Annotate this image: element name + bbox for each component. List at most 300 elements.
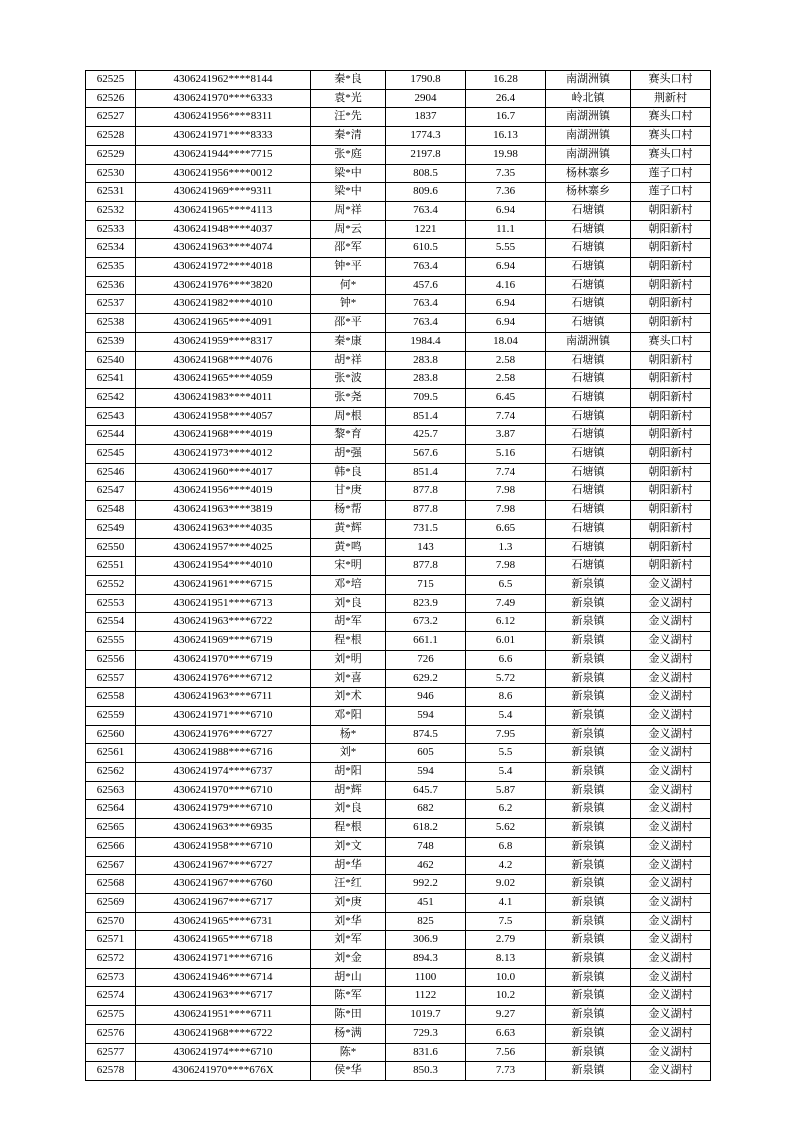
cell-name: 刘*良 bbox=[311, 800, 386, 819]
table-row bbox=[86, 1062, 711, 1081]
cell-id-number: 4306241963****6935 bbox=[136, 819, 311, 838]
cell-amount: 877.8 bbox=[386, 482, 466, 501]
cell-amount: 1774.3 bbox=[386, 127, 466, 146]
table-row bbox=[86, 688, 711, 707]
cell-serial: 62556 bbox=[86, 650, 136, 669]
cell-rate: 2.79 bbox=[466, 931, 546, 950]
cell-town: 石塘镇 bbox=[546, 407, 631, 426]
cell-serial: 62528 bbox=[86, 127, 136, 146]
cell-id-number: 4306241963****4074 bbox=[136, 239, 311, 258]
cell-rate: 8.13 bbox=[466, 950, 546, 969]
cell-town: 新泉镇 bbox=[546, 931, 631, 950]
cell-name: 刘*金 bbox=[311, 950, 386, 969]
table-row bbox=[86, 407, 711, 426]
table-row bbox=[86, 332, 711, 351]
table-row bbox=[86, 856, 711, 875]
cell-name: 汪*先 bbox=[311, 108, 386, 127]
cell-name: 钟*平 bbox=[311, 258, 386, 277]
table-row bbox=[86, 669, 711, 688]
cell-id-number: 4306241965****4059 bbox=[136, 370, 311, 389]
cell-rate: 7.98 bbox=[466, 501, 546, 520]
cell-name: 胡*山 bbox=[311, 968, 386, 987]
cell-village: 金义湖村 bbox=[631, 594, 711, 613]
cell-village: 金义湖村 bbox=[631, 800, 711, 819]
cell-name: 刘*庚 bbox=[311, 893, 386, 912]
cell-rate: 6.63 bbox=[466, 1024, 546, 1043]
cell-amount: 645.7 bbox=[386, 781, 466, 800]
cell-serial: 62559 bbox=[86, 706, 136, 725]
cell-id-number: 4306241971****6716 bbox=[136, 950, 311, 969]
cell-town: 新泉镇 bbox=[546, 669, 631, 688]
cell-serial: 62539 bbox=[86, 332, 136, 351]
cell-id-number: 4306241963****3819 bbox=[136, 501, 311, 520]
cell-rate: 8.6 bbox=[466, 688, 546, 707]
cell-town: 石塘镇 bbox=[546, 220, 631, 239]
table-row bbox=[86, 426, 711, 445]
cell-name: 秦*清 bbox=[311, 127, 386, 146]
cell-village: 金义湖村 bbox=[631, 706, 711, 725]
cell-village: 朝阳新村 bbox=[631, 201, 711, 220]
cell-serial: 62571 bbox=[86, 931, 136, 950]
cell-serial: 62543 bbox=[86, 407, 136, 426]
cell-id-number: 4306241948****4037 bbox=[136, 220, 311, 239]
table-row bbox=[86, 781, 711, 800]
table-row bbox=[86, 875, 711, 894]
cell-village: 金义湖村 bbox=[631, 819, 711, 838]
cell-town: 南湖洲镇 bbox=[546, 145, 631, 164]
table-row bbox=[86, 800, 711, 819]
cell-name: 黎*育 bbox=[311, 426, 386, 445]
cell-id-number: 4306241963****6717 bbox=[136, 987, 311, 1006]
cell-id-number: 4306241944****7715 bbox=[136, 145, 311, 164]
cell-id-number: 4306241965****6718 bbox=[136, 931, 311, 950]
cell-serial: 62576 bbox=[86, 1024, 136, 1043]
table-row bbox=[86, 463, 711, 482]
cell-id-number: 4306241960****4017 bbox=[136, 463, 311, 482]
cell-serial: 62574 bbox=[86, 987, 136, 1006]
cell-town: 新泉镇 bbox=[546, 987, 631, 1006]
cell-village: 金义湖村 bbox=[631, 893, 711, 912]
cell-serial: 62538 bbox=[86, 314, 136, 333]
cell-serial: 62558 bbox=[86, 688, 136, 707]
cell-name: 汪*红 bbox=[311, 875, 386, 894]
cell-village: 莲子口村 bbox=[631, 164, 711, 183]
cell-village: 金义湖村 bbox=[631, 688, 711, 707]
cell-village: 金义湖村 bbox=[631, 856, 711, 875]
cell-serial: 62550 bbox=[86, 538, 136, 557]
cell-serial: 62565 bbox=[86, 819, 136, 838]
cell-serial: 62536 bbox=[86, 276, 136, 295]
table-row bbox=[86, 276, 711, 295]
cell-name: 杨* bbox=[311, 725, 386, 744]
cell-town: 新泉镇 bbox=[546, 725, 631, 744]
table-row bbox=[86, 127, 711, 146]
table-row bbox=[86, 1043, 711, 1062]
cell-village: 赛头口村 bbox=[631, 145, 711, 164]
cell-village: 赛头口村 bbox=[631, 71, 711, 90]
table-row bbox=[86, 912, 711, 931]
table-row bbox=[86, 445, 711, 464]
cell-rate: 7.35 bbox=[466, 164, 546, 183]
table-row bbox=[86, 295, 711, 314]
cell-serial: 62549 bbox=[86, 519, 136, 538]
cell-serial: 62577 bbox=[86, 1043, 136, 1062]
cell-id-number: 4306241973****4012 bbox=[136, 445, 311, 464]
cell-town: 新泉镇 bbox=[546, 688, 631, 707]
cell-amount: 682 bbox=[386, 800, 466, 819]
cell-rate: 7.73 bbox=[466, 1062, 546, 1081]
table-row bbox=[86, 519, 711, 538]
cell-town: 新泉镇 bbox=[546, 594, 631, 613]
cell-village: 金义湖村 bbox=[631, 912, 711, 931]
cell-serial: 62546 bbox=[86, 463, 136, 482]
cell-name: 袁*光 bbox=[311, 89, 386, 108]
table-row bbox=[86, 258, 711, 277]
cell-amount: 809.6 bbox=[386, 183, 466, 202]
cell-serial: 62540 bbox=[86, 351, 136, 370]
cell-rate: 6.2 bbox=[466, 800, 546, 819]
cell-village: 朝阳新村 bbox=[631, 501, 711, 520]
cell-village: 金义湖村 bbox=[631, 875, 711, 894]
cell-serial: 62526 bbox=[86, 89, 136, 108]
table-row bbox=[86, 725, 711, 744]
cell-rate: 18.04 bbox=[466, 332, 546, 351]
cell-serial: 62531 bbox=[86, 183, 136, 202]
cell-amount: 894.3 bbox=[386, 950, 466, 969]
cell-serial: 62547 bbox=[86, 482, 136, 501]
table-row bbox=[86, 501, 711, 520]
cell-village: 莲子口村 bbox=[631, 183, 711, 202]
cell-name: 胡*华 bbox=[311, 856, 386, 875]
cell-town: 岭北镇 bbox=[546, 89, 631, 108]
table-row bbox=[86, 632, 711, 651]
table-row bbox=[86, 819, 711, 838]
cell-name: 周*根 bbox=[311, 407, 386, 426]
cell-id-number: 4306241957****4025 bbox=[136, 538, 311, 557]
cell-serial: 62566 bbox=[86, 837, 136, 856]
cell-amount: 143 bbox=[386, 538, 466, 557]
cell-town: 石塘镇 bbox=[546, 501, 631, 520]
cell-amount: 763.4 bbox=[386, 258, 466, 277]
cell-rate: 7.74 bbox=[466, 463, 546, 482]
cell-village: 金义湖村 bbox=[631, 1062, 711, 1081]
cell-name: 张*尧 bbox=[311, 388, 386, 407]
cell-rate: 7.95 bbox=[466, 725, 546, 744]
cell-village: 金义湖村 bbox=[631, 725, 711, 744]
cell-town: 新泉镇 bbox=[546, 893, 631, 912]
cell-id-number: 4306241971****8333 bbox=[136, 127, 311, 146]
cell-village: 金义湖村 bbox=[631, 575, 711, 594]
cell-amount: 1984.4 bbox=[386, 332, 466, 351]
table-row bbox=[86, 931, 711, 950]
cell-town: 新泉镇 bbox=[546, 819, 631, 838]
cell-amount: 594 bbox=[386, 763, 466, 782]
cell-town: 南湖洲镇 bbox=[546, 127, 631, 146]
cell-rate: 7.98 bbox=[466, 557, 546, 576]
cell-town: 新泉镇 bbox=[546, 763, 631, 782]
cell-town: 南湖洲镇 bbox=[546, 71, 631, 90]
cell-amount: 1837 bbox=[386, 108, 466, 127]
cell-id-number: 4306241963****6711 bbox=[136, 688, 311, 707]
table-row bbox=[86, 594, 711, 613]
cell-name: 钟* bbox=[311, 295, 386, 314]
cell-id-number: 4306241958****4057 bbox=[136, 407, 311, 426]
cell-rate: 7.74 bbox=[466, 407, 546, 426]
cell-name: 黄*辉 bbox=[311, 519, 386, 538]
cell-village: 荆新村 bbox=[631, 89, 711, 108]
cell-id-number: 4306241965****4091 bbox=[136, 314, 311, 333]
cell-serial: 62555 bbox=[86, 632, 136, 651]
cell-village: 朝阳新村 bbox=[631, 407, 711, 426]
cell-id-number: 4306241979****6710 bbox=[136, 800, 311, 819]
cell-amount: 946 bbox=[386, 688, 466, 707]
cell-amount: 283.8 bbox=[386, 351, 466, 370]
table-row bbox=[86, 763, 711, 782]
cell-rate: 7.98 bbox=[466, 482, 546, 501]
cell-rate: 6.94 bbox=[466, 201, 546, 220]
cell-serial: 62529 bbox=[86, 145, 136, 164]
cell-village: 金义湖村 bbox=[631, 781, 711, 800]
cell-name: 刘*明 bbox=[311, 650, 386, 669]
cell-village: 朝阳新村 bbox=[631, 370, 711, 389]
cell-name: 刘*术 bbox=[311, 688, 386, 707]
cell-amount: 831.6 bbox=[386, 1043, 466, 1062]
table-row bbox=[86, 89, 711, 108]
cell-village: 金义湖村 bbox=[631, 837, 711, 856]
cell-rate: 2.58 bbox=[466, 370, 546, 389]
cell-town: 新泉镇 bbox=[546, 575, 631, 594]
cell-serial: 62573 bbox=[86, 968, 136, 987]
cell-amount: 715 bbox=[386, 575, 466, 594]
cell-village: 金义湖村 bbox=[631, 613, 711, 632]
cell-serial: 62535 bbox=[86, 258, 136, 277]
cell-serial: 62572 bbox=[86, 950, 136, 969]
cell-id-number: 4306241976****6727 bbox=[136, 725, 311, 744]
cell-name: 黄*鸣 bbox=[311, 538, 386, 557]
cell-village: 金义湖村 bbox=[631, 987, 711, 1006]
cell-id-number: 4306241988****6716 bbox=[136, 744, 311, 763]
records-table bbox=[85, 70, 711, 1081]
cell-name: 程*根 bbox=[311, 632, 386, 651]
cell-rate: 6.94 bbox=[466, 314, 546, 333]
cell-id-number: 4306241968****6722 bbox=[136, 1024, 311, 1043]
table-row bbox=[86, 893, 711, 912]
cell-village: 朝阳新村 bbox=[631, 295, 711, 314]
cell-rate: 6.01 bbox=[466, 632, 546, 651]
cell-serial: 62525 bbox=[86, 71, 136, 90]
cell-id-number: 4306241969****6719 bbox=[136, 632, 311, 651]
cell-serial: 62561 bbox=[86, 744, 136, 763]
cell-amount: 457.6 bbox=[386, 276, 466, 295]
cell-rate: 2.58 bbox=[466, 351, 546, 370]
table-row bbox=[86, 370, 711, 389]
cell-village: 朝阳新村 bbox=[631, 220, 711, 239]
cell-name: 刘*军 bbox=[311, 931, 386, 950]
cell-amount: 1122 bbox=[386, 987, 466, 1006]
cell-town: 石塘镇 bbox=[546, 370, 631, 389]
table-row bbox=[86, 706, 711, 725]
cell-serial: 62544 bbox=[86, 426, 136, 445]
cell-amount: 1790.8 bbox=[386, 71, 466, 90]
cell-amount: 673.2 bbox=[386, 613, 466, 632]
cell-town: 石塘镇 bbox=[546, 276, 631, 295]
cell-village: 朝阳新村 bbox=[631, 482, 711, 501]
cell-serial: 62542 bbox=[86, 388, 136, 407]
cell-id-number: 4306241965****4113 bbox=[136, 201, 311, 220]
cell-name: 邵*平 bbox=[311, 314, 386, 333]
cell-amount: 850.3 bbox=[386, 1062, 466, 1081]
cell-rate: 6.12 bbox=[466, 613, 546, 632]
cell-village: 朝阳新村 bbox=[631, 314, 711, 333]
cell-serial: 62552 bbox=[86, 575, 136, 594]
cell-amount: 462 bbox=[386, 856, 466, 875]
cell-name: 韩*良 bbox=[311, 463, 386, 482]
cell-amount: 425.7 bbox=[386, 426, 466, 445]
cell-id-number: 4306241967****6727 bbox=[136, 856, 311, 875]
cell-id-number: 4306241967****6717 bbox=[136, 893, 311, 912]
cell-rate: 4.1 bbox=[466, 893, 546, 912]
cell-id-number: 4306241951****6713 bbox=[136, 594, 311, 613]
cell-amount: 851.4 bbox=[386, 463, 466, 482]
cell-name: 刘*文 bbox=[311, 837, 386, 856]
cell-amount: 874.5 bbox=[386, 725, 466, 744]
cell-serial: 62541 bbox=[86, 370, 136, 389]
cell-town: 新泉镇 bbox=[546, 613, 631, 632]
cell-serial: 62534 bbox=[86, 239, 136, 258]
cell-rate: 10.0 bbox=[466, 968, 546, 987]
table-row bbox=[86, 744, 711, 763]
cell-id-number: 4306241958****6710 bbox=[136, 837, 311, 856]
cell-rate: 5.55 bbox=[466, 239, 546, 258]
cell-id-number: 4306241962****8144 bbox=[136, 71, 311, 90]
cell-name: 程*根 bbox=[311, 819, 386, 838]
cell-id-number: 4306241961****6715 bbox=[136, 575, 311, 594]
cell-village: 金义湖村 bbox=[631, 1006, 711, 1025]
cell-serial: 62554 bbox=[86, 613, 136, 632]
cell-rate: 9.02 bbox=[466, 875, 546, 894]
cell-amount: 763.4 bbox=[386, 314, 466, 333]
cell-serial: 62532 bbox=[86, 201, 136, 220]
cell-id-number: 4306241976****6712 bbox=[136, 669, 311, 688]
cell-village: 赛头口村 bbox=[631, 127, 711, 146]
cell-amount: 748 bbox=[386, 837, 466, 856]
cell-amount: 877.8 bbox=[386, 501, 466, 520]
table-row bbox=[86, 1024, 711, 1043]
cell-amount: 618.2 bbox=[386, 819, 466, 838]
cell-name: 侯*华 bbox=[311, 1062, 386, 1081]
cell-town: 新泉镇 bbox=[546, 632, 631, 651]
cell-amount: 726 bbox=[386, 650, 466, 669]
cell-town: 新泉镇 bbox=[546, 1062, 631, 1081]
cell-rate: 4.16 bbox=[466, 276, 546, 295]
cell-town: 杨林寨乡 bbox=[546, 164, 631, 183]
cell-serial: 62533 bbox=[86, 220, 136, 239]
cell-serial: 62564 bbox=[86, 800, 136, 819]
cell-village: 朝阳新村 bbox=[631, 351, 711, 370]
cell-id-number: 4306241969****9311 bbox=[136, 183, 311, 202]
cell-id-number: 4306241967****6760 bbox=[136, 875, 311, 894]
cell-town: 新泉镇 bbox=[546, 968, 631, 987]
cell-town: 杨林寨乡 bbox=[546, 183, 631, 202]
cell-id-number: 4306241963****6722 bbox=[136, 613, 311, 632]
cell-serial: 62567 bbox=[86, 856, 136, 875]
cell-town: 石塘镇 bbox=[546, 351, 631, 370]
cell-town: 石塘镇 bbox=[546, 388, 631, 407]
table-row bbox=[86, 108, 711, 127]
table-row bbox=[86, 1006, 711, 1025]
cell-serial: 62570 bbox=[86, 912, 136, 931]
cell-amount: 729.3 bbox=[386, 1024, 466, 1043]
table-row bbox=[86, 538, 711, 557]
cell-town: 石塘镇 bbox=[546, 314, 631, 333]
cell-town: 新泉镇 bbox=[546, 912, 631, 931]
cell-rate: 9.27 bbox=[466, 1006, 546, 1025]
cell-name: 梁*中 bbox=[311, 183, 386, 202]
records-table-body bbox=[86, 71, 711, 1081]
cell-name: 胡*军 bbox=[311, 613, 386, 632]
cell-town: 南湖洲镇 bbox=[546, 108, 631, 127]
cell-name: 秦*康 bbox=[311, 332, 386, 351]
cell-name: 胡*阳 bbox=[311, 763, 386, 782]
cell-id-number: 4306241983****4011 bbox=[136, 388, 311, 407]
cell-name: 邵*军 bbox=[311, 239, 386, 258]
cell-village: 赛头口村 bbox=[631, 332, 711, 351]
cell-amount: 1221 bbox=[386, 220, 466, 239]
cell-rate: 6.8 bbox=[466, 837, 546, 856]
cell-amount: 851.4 bbox=[386, 407, 466, 426]
cell-id-number: 4306241965****6731 bbox=[136, 912, 311, 931]
cell-village: 朝阳新村 bbox=[631, 258, 711, 277]
cell-amount: 605 bbox=[386, 744, 466, 763]
cell-id-number: 4306241974****6737 bbox=[136, 763, 311, 782]
cell-id-number: 4306241971****6710 bbox=[136, 706, 311, 725]
cell-village: 金义湖村 bbox=[631, 650, 711, 669]
cell-name: 周*祥 bbox=[311, 201, 386, 220]
cell-name: 杨*帮 bbox=[311, 501, 386, 520]
cell-village: 朝阳新村 bbox=[631, 463, 711, 482]
cell-id-number: 4306241956****0012 bbox=[136, 164, 311, 183]
cell-rate: 3.87 bbox=[466, 426, 546, 445]
table-row bbox=[86, 950, 711, 969]
cell-name: 张*波 bbox=[311, 370, 386, 389]
cell-name: 邓*阳 bbox=[311, 706, 386, 725]
cell-town: 新泉镇 bbox=[546, 744, 631, 763]
cell-name: 甘*庚 bbox=[311, 482, 386, 501]
cell-rate: 26.4 bbox=[466, 89, 546, 108]
cell-town: 新泉镇 bbox=[546, 706, 631, 725]
cell-serial: 62548 bbox=[86, 501, 136, 520]
cell-serial: 62530 bbox=[86, 164, 136, 183]
table-row bbox=[86, 613, 711, 632]
table-row bbox=[86, 71, 711, 90]
cell-town: 石塘镇 bbox=[546, 482, 631, 501]
cell-town: 新泉镇 bbox=[546, 650, 631, 669]
cell-village: 朝阳新村 bbox=[631, 239, 711, 258]
cell-id-number: 4306241982****4010 bbox=[136, 295, 311, 314]
table-row bbox=[86, 164, 711, 183]
table-row bbox=[86, 968, 711, 987]
table-row bbox=[86, 557, 711, 576]
cell-village: 朝阳新村 bbox=[631, 426, 711, 445]
cell-village: 朝阳新村 bbox=[631, 557, 711, 576]
table-row bbox=[86, 837, 711, 856]
cell-name: 胡*强 bbox=[311, 445, 386, 464]
cell-village: 金义湖村 bbox=[631, 1043, 711, 1062]
cell-amount: 731.5 bbox=[386, 519, 466, 538]
cell-rate: 16.7 bbox=[466, 108, 546, 127]
cell-rate: 7.49 bbox=[466, 594, 546, 613]
cell-serial: 62537 bbox=[86, 295, 136, 314]
